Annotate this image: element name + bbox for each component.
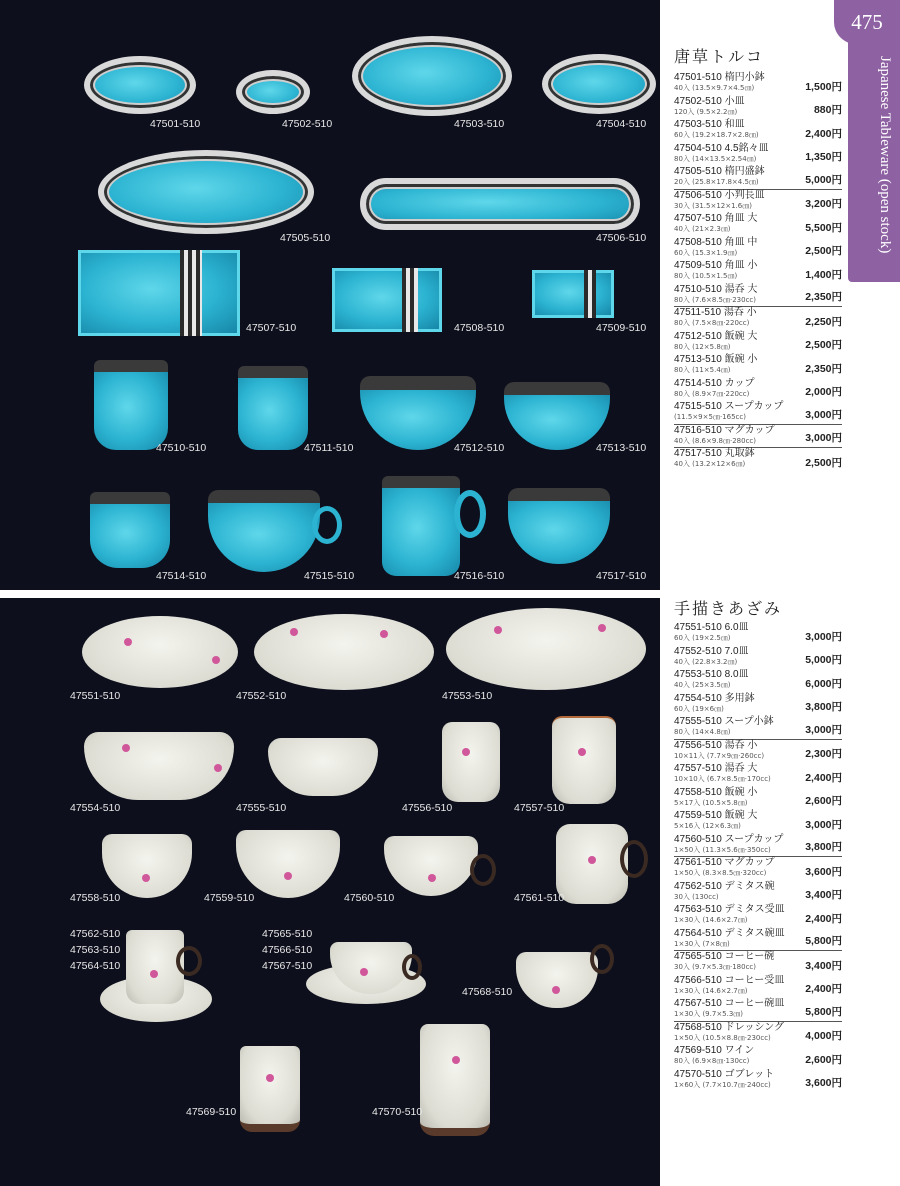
price-list-item <box>674 928 842 952</box>
price-list-item <box>674 331 842 355</box>
price-list-item <box>674 975 842 999</box>
item-detail: 60入 (19×2.5㎝) <box>674 634 731 642</box>
price-list-item <box>674 401 842 425</box>
long-plate-image <box>360 178 640 230</box>
price-list-item <box>674 834 842 858</box>
item-detail: 1×30入 (14.6×2.7㎝) <box>674 916 748 924</box>
thistle-flower-mark <box>266 1074 274 1082</box>
thistle-flower-mark <box>290 628 298 636</box>
item-price: 3,200円 <box>805 198 842 210</box>
item-price: 5,000円 <box>805 654 842 666</box>
thistle-flower-mark <box>578 748 586 756</box>
square-plate-large-band <box>180 250 202 336</box>
item-detail: 30入 (130cc) <box>674 892 719 901</box>
square-plate-medium-band <box>402 268 418 332</box>
item-detail: 80入 (11×5.4㎝) <box>674 366 731 374</box>
price-list-item <box>674 904 842 928</box>
goblet-image <box>420 1024 490 1136</box>
thistle-flower-mark <box>452 1056 460 1064</box>
item-detail: 10×11入 (7.7×9㎝·260cc) <box>674 751 765 760</box>
plate-8-image <box>446 608 646 690</box>
photo-label: 47559-510 <box>204 892 255 904</box>
price-list-item <box>674 190 842 214</box>
price-list-item <box>674 1069 842 1093</box>
item-detail: 40入 (13.5×9.7×4.5㎝) <box>674 84 755 92</box>
item-name: 47551-510 6.0皿 <box>674 622 749 633</box>
item-name: 47503-510 和皿 <box>674 119 745 130</box>
photo-label: 47504-510 <box>596 118 647 130</box>
rice-bowl-large-image <box>360 376 476 450</box>
dish-image <box>542 54 656 114</box>
item-name: 47504-510 4.5銘々皿 <box>674 142 769 154</box>
photo-label: 47515-510 <box>304 570 355 582</box>
item-detail: 60入 (19.2×18.7×2.8㎝) <box>674 131 759 139</box>
photo-label: 47506-510 <box>596 232 647 244</box>
item-detail: 1×30入 (9.7×5.3㎝) <box>674 1010 744 1018</box>
price-list-item <box>674 378 842 402</box>
item-price: 1,500円 <box>805 80 842 93</box>
photo-label: 47517-510 <box>596 570 647 582</box>
price-list-item <box>674 857 842 881</box>
item-detail: 1×50入 (11.3×5.6㎝·350cc) <box>674 845 771 854</box>
item-price: 3,000円 <box>805 630 842 643</box>
item-name: 47502-510 小皿 <box>674 95 745 107</box>
item-price: 2,500円 <box>805 245 842 257</box>
photo-label: 47570-510 <box>372 1106 423 1118</box>
soup-cup-handle <box>312 506 342 544</box>
item-price: 4,000円 <box>805 1030 842 1042</box>
item-detail: 1×60入 (7.7×10.7㎝·240cc) <box>674 1080 771 1089</box>
photo-label: 47501-510 <box>150 118 201 130</box>
photo-label: 47566-510 <box>262 944 313 956</box>
photo-label: 47510-510 <box>156 442 207 454</box>
item-name: 47552-510 7.0皿 <box>674 645 749 657</box>
item-price: 5,000円 <box>805 173 842 186</box>
item-price: 2,400円 <box>805 771 842 784</box>
item-price: 1,350円 <box>805 151 842 163</box>
yunomi-large-image <box>94 360 168 450</box>
photo-label: 47503-510 <box>454 118 505 130</box>
coffee-cup-handle <box>402 954 422 980</box>
item-price: 5,800円 <box>805 1005 842 1018</box>
price-list-azami <box>674 622 842 1092</box>
price-list-item <box>674 143 842 167</box>
item-name: 47563-510 デミタス受皿 <box>674 904 785 915</box>
item-price: 2,000円 <box>805 386 842 398</box>
item-name: 47555-510 スープ小鉢 <box>674 716 774 727</box>
price-list-item <box>674 166 842 190</box>
photo-label: 47556-510 <box>402 802 453 814</box>
thistle-flower-mark <box>214 764 222 772</box>
thistle-flower-mark <box>598 624 606 632</box>
square-plate-large-image <box>78 250 240 336</box>
page-number: 475 <box>834 0 900 44</box>
item-name: 47558-510 飯碗 小 <box>674 786 758 798</box>
price-list-item <box>674 354 842 378</box>
thistle-flower-mark <box>212 656 220 664</box>
item-name: 47505-510 楕円盛鉢 <box>674 166 765 177</box>
item-price: 2,500円 <box>805 456 842 469</box>
item-name: 47553-510 8.0皿 <box>674 669 749 680</box>
photo-label: 47551-510 <box>70 690 121 702</box>
item-detail: 5×16入 (12×6.3㎝) <box>674 822 741 830</box>
item-name: 47570-510 ゴブレット <box>674 1068 775 1080</box>
item-name: 47512-510 飯碗 大 <box>674 330 758 342</box>
item-name: 47556-510 湯呑 小 <box>674 739 758 751</box>
item-detail: 80入 (6.9×8㎝·130cc) <box>674 1057 750 1065</box>
item-price: 2,400円 <box>805 912 842 925</box>
item-price: 2,350円 <box>805 291 842 303</box>
item-name: 47510-510 湯呑 大 <box>674 283 758 295</box>
item-price: 2,400円 <box>805 127 842 140</box>
dressing-pot-image <box>516 952 598 1008</box>
photo-label: 47514-510 <box>156 570 207 582</box>
thistle-flower-mark <box>552 986 560 994</box>
price-list-item <box>674 763 842 787</box>
dressing-pot-handle <box>590 944 614 974</box>
thistle-flower-mark <box>360 968 368 976</box>
item-name: 47568-510 ドレッシング <box>674 1021 785 1033</box>
item-price: 3,800円 <box>805 701 842 713</box>
item-price: 5,800円 <box>805 935 842 947</box>
mug-handle <box>454 490 486 538</box>
item-detail: 80入 (7.5×8㎝·220cc) <box>674 319 750 327</box>
soup-cup-handle <box>470 854 496 886</box>
item-name: 47554-510 多用鉢 <box>674 692 755 704</box>
mug-handle <box>620 840 648 878</box>
item-detail: 1×50入 (10.5×8.8㎝·230cc) <box>674 1033 771 1042</box>
photo-label: 47509-510 <box>596 322 647 334</box>
price-list-item <box>674 1045 842 1069</box>
item-price: 2,300円 <box>805 748 842 760</box>
small-plate-image <box>236 70 310 114</box>
price-list-item <box>674 646 842 670</box>
section-title-karakusa: 唐草トルコ <box>674 47 765 66</box>
photo-label: 47505-510 <box>280 232 331 244</box>
photo-label: 47555-510 <box>236 802 287 814</box>
mug-image <box>382 476 460 576</box>
japanese-plate-image <box>352 36 512 116</box>
item-detail: 40入 (21×2.3㎝) <box>674 225 731 233</box>
photo-label: 47553-510 <box>442 690 493 702</box>
photo-label: 47512-510 <box>454 442 505 454</box>
item-detail: 40入 (13.2×12×6㎝) <box>674 460 746 468</box>
thistle-flower-mark <box>588 856 596 864</box>
photo-label: 47563-510 <box>70 944 121 956</box>
item-detail: 40入 (22.8×3.2㎝) <box>674 657 738 666</box>
cup-image <box>90 492 170 568</box>
oval-serving-bowl-image <box>98 150 314 234</box>
yunomi-large-image <box>552 716 616 804</box>
section-title-azami: 手描きあざみ <box>674 599 783 618</box>
item-name: 47567-510 コーヒー碗皿 <box>674 998 785 1009</box>
item-detail: 30入 (31.5×12×1.6㎝) <box>674 201 752 210</box>
photo-label: 47565-510 <box>262 928 313 940</box>
mug-image <box>556 824 628 904</box>
photo-label: 47511-510 <box>304 442 354 454</box>
item-price: 3,000円 <box>805 723 842 736</box>
rice-bowl-large-image <box>236 830 340 898</box>
item-name: 47559-510 飯碗 大 <box>674 810 758 821</box>
item-price: 2,600円 <box>805 795 842 807</box>
item-detail: 1×30入 (14.6×2.7㎝) <box>674 986 748 995</box>
item-price: 2,500円 <box>805 339 842 351</box>
item-price: 1,400円 <box>805 268 842 281</box>
photo-label: 47562-510 <box>70 928 121 940</box>
photo-label: 47560-510 <box>344 892 395 904</box>
item-name: 47507-510 角皿 大 <box>674 213 758 224</box>
thistle-flower-mark <box>462 748 470 756</box>
item-detail: 30入 (9.7×5.3㎝·180cc) <box>674 963 757 971</box>
price-list-item <box>674 96 842 120</box>
square-plate-small-band <box>584 270 596 318</box>
item-price: 3,000円 <box>805 432 842 444</box>
rice-bowl-small-image <box>504 382 610 450</box>
item-detail: (11.5×9×5㎝·165cc) <box>674 413 746 421</box>
item-detail: 120入 (9.5×2.2㎝) <box>674 107 738 116</box>
item-price: 3,600円 <box>805 865 842 878</box>
item-price: 3,800円 <box>805 841 842 853</box>
item-name: 47517-510 丸取鉢 <box>674 448 755 459</box>
price-list-item <box>674 119 842 143</box>
item-name: 47565-510 コーヒー碗 <box>674 951 775 962</box>
item-price: 3,400円 <box>805 959 842 972</box>
photo-label: 47554-510 <box>70 802 121 814</box>
price-list-item <box>674 810 842 834</box>
item-detail: 10×10入 (6.7×8.5㎝·170cc) <box>674 775 771 783</box>
item-name: 47516-510 マグカップ <box>674 424 775 436</box>
photo-label: 47513-510 <box>596 442 647 454</box>
item-detail: 40入 (25×3.5㎝) <box>674 681 731 689</box>
photo-label: 47569-510 <box>186 1106 237 1118</box>
thistle-flower-mark <box>124 638 132 646</box>
rice-bowl-small-image <box>102 834 192 898</box>
photo-label: 47516-510 <box>454 570 505 582</box>
item-detail: 80入 (8.9×7㎝·220cc) <box>674 389 750 398</box>
price-list-item <box>674 787 842 811</box>
item-detail: 80入 (14×13.5×2.54㎝) <box>674 154 757 163</box>
item-name: 47562-510 デミタス碗 <box>674 880 775 892</box>
item-name: 47501-510 楕円小鉢 <box>674 72 765 83</box>
item-price: 3,000円 <box>805 408 842 421</box>
item-price: 3,600円 <box>805 1077 842 1089</box>
item-detail: 80入 (14×4.8㎝) <box>674 728 731 736</box>
demitasse-handle <box>176 946 202 976</box>
soup-small-bowl-image <box>268 738 378 796</box>
item-name: 47557-510 湯呑 大 <box>674 763 758 774</box>
item-detail: 1×30入 (7×8㎝) <box>674 939 730 948</box>
square-plate-medium-image <box>332 268 442 332</box>
item-detail: 40入 (8.6×9.8㎝·280cc) <box>674 436 757 445</box>
item-name: 47564-510 デミタス碗皿 <box>674 927 785 939</box>
thistle-flower-mark <box>380 630 388 638</box>
item-name: 47566-510 コーヒー受皿 <box>674 974 785 986</box>
price-list-item <box>674 307 842 331</box>
item-price: 3,400円 <box>805 889 842 901</box>
item-name: 47560-510 スープカップ <box>674 833 784 845</box>
item-detail: 60入 (19×6㎝) <box>674 704 724 713</box>
square-plate-small-image <box>532 270 614 318</box>
price-list-item <box>674 998 842 1022</box>
price-list-item <box>674 284 842 308</box>
oval-bowl-image <box>84 56 196 114</box>
item-name: 47513-510 飯碗 小 <box>674 354 758 365</box>
price-list-karakusa <box>674 72 842 472</box>
photo-label: 47558-510 <box>70 892 121 904</box>
price-list-item <box>674 425 842 449</box>
soup-cup-image <box>384 836 478 896</box>
item-name: 47508-510 角皿 中 <box>674 236 758 248</box>
thistle-flower-mark <box>122 744 130 752</box>
price-list-item <box>674 669 842 693</box>
item-price: 2,400円 <box>805 983 842 995</box>
photo-label: 47508-510 <box>454 322 505 334</box>
price-list-item <box>674 1022 842 1046</box>
item-price: 6,000円 <box>805 677 842 690</box>
plate-7-image <box>254 614 434 690</box>
wine-cup-image <box>240 1046 300 1132</box>
plate-6-image <box>82 616 238 688</box>
product-photo-azami <box>0 598 660 1186</box>
item-name: 47561-510 マグカップ <box>674 857 775 868</box>
item-price: 2,250円 <box>805 315 842 328</box>
item-name: 47511-510 湯呑 小 <box>674 307 757 318</box>
photo-label: 47567-510 <box>262 960 313 972</box>
item-name: 47569-510 ワイン <box>674 1045 755 1056</box>
item-name: 47515-510 スープカップ <box>674 401 784 412</box>
thistle-flower-mark <box>284 872 292 880</box>
product-photo-karakusa <box>0 0 660 590</box>
photo-label: 47564-510 <box>70 960 121 972</box>
item-price: 3,000円 <box>805 818 842 831</box>
item-detail: 80入 (10.5×1.5㎝) <box>674 272 738 280</box>
item-price: 2,350円 <box>805 362 842 375</box>
thistle-flower-mark <box>494 626 502 634</box>
photo-label: 47502-510 <box>282 118 333 130</box>
item-name: 47514-510 カップ <box>674 377 755 389</box>
yunomi-small-image <box>238 366 308 450</box>
photo-label: 47561-510 <box>514 892 565 904</box>
price-list-item <box>674 448 842 472</box>
item-detail: 60入 (15.3×1.9㎝) <box>674 248 738 257</box>
round-bowl-image <box>508 488 610 564</box>
demitasse-cup-image <box>126 930 184 1004</box>
item-name: 47506-510 小判長皿 <box>674 189 765 201</box>
photo-label: 47507-510 <box>246 322 297 334</box>
price-list-item <box>674 693 842 717</box>
photo-label: 47568-510 <box>462 986 513 998</box>
price-list-item <box>674 740 842 764</box>
price-list-item <box>674 213 842 237</box>
item-price: 2,600円 <box>805 1053 842 1066</box>
price-list-item <box>674 260 842 284</box>
item-detail: 80入 (12×5.8㎝) <box>674 342 731 351</box>
price-list-item <box>674 716 842 740</box>
thistle-flower-mark <box>428 874 436 882</box>
side-tab-label: Japanese Tableware (open stock) <box>877 56 893 254</box>
price-list-item <box>674 951 842 975</box>
thistle-flower-mark <box>142 874 150 882</box>
soup-cup-image <box>208 490 320 572</box>
item-detail: 80入 (7.6×8.5㎝·230cc) <box>674 295 757 304</box>
yunomi-small-image <box>442 722 500 802</box>
multi-bowl-image <box>84 732 234 800</box>
photo-label: 47557-510 <box>514 802 565 814</box>
item-detail: 1×50入 (8.3×8.5㎝·320cc) <box>674 869 767 877</box>
item-price: 5,500円 <box>805 221 842 234</box>
photo-label: 47552-510 <box>236 690 287 702</box>
price-list-item <box>674 237 842 261</box>
item-price: 880円 <box>813 104 842 116</box>
thistle-flower-mark <box>150 970 158 978</box>
price-list-item <box>674 622 842 646</box>
price-list-item <box>674 881 842 905</box>
item-name: 47509-510 角皿 小 <box>674 260 758 271</box>
item-detail: 20入 (25.8×17.8×4.5㎝) <box>674 178 759 186</box>
price-list-item <box>674 72 842 96</box>
item-detail: 5×17入 (10.5×5.8㎝) <box>674 798 748 807</box>
